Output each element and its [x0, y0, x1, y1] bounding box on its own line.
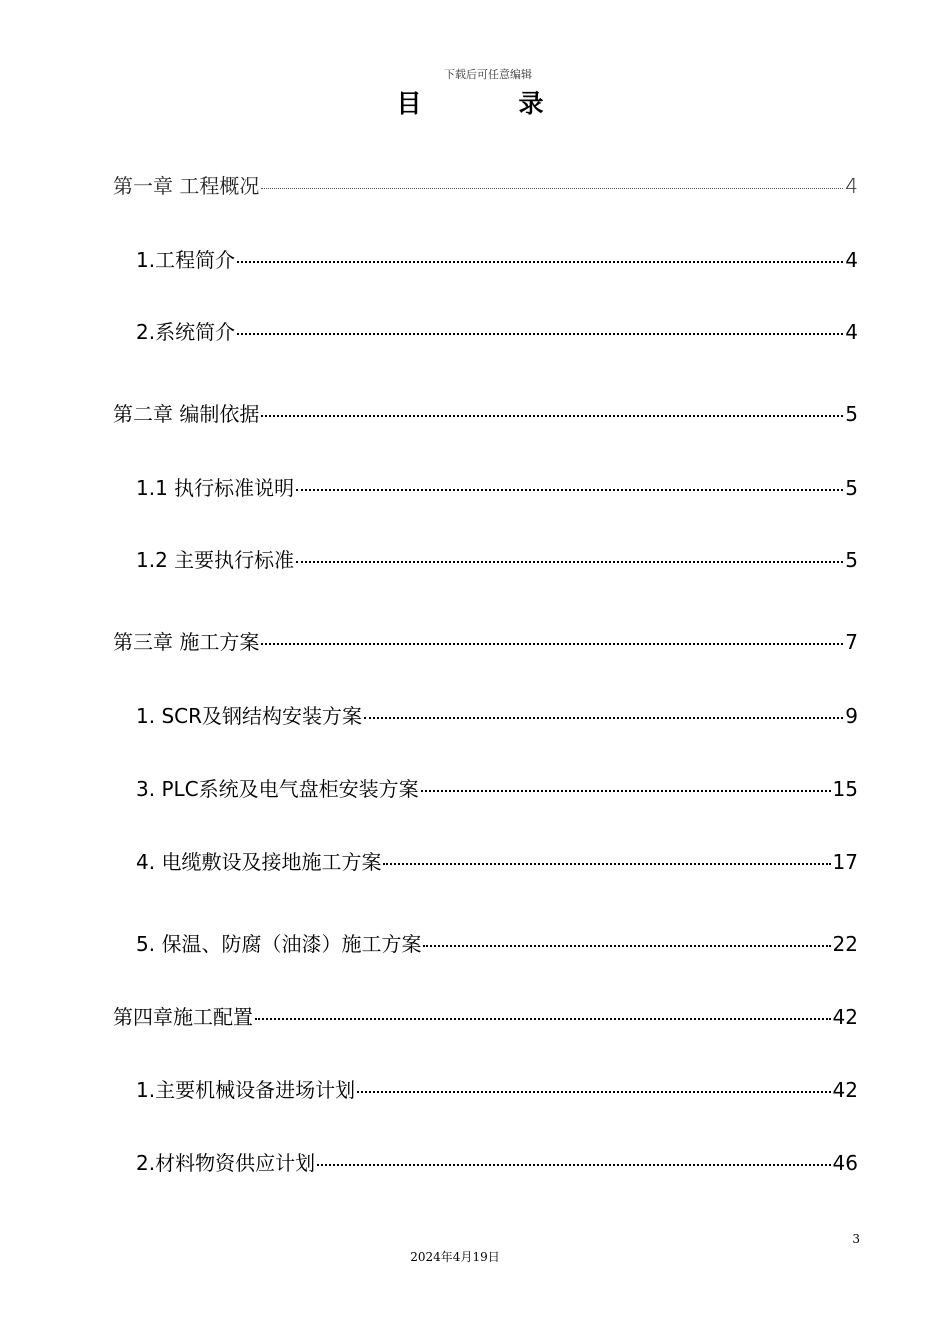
toc-entry-label: 第一章 工程概况: [113, 174, 260, 198]
toc-entry-chapter-3[interactable]: [113, 628, 858, 656]
page-number: 3: [852, 1232, 860, 1246]
toc-leader-dots: [261, 641, 843, 645]
toc-entry-page: 4: [845, 320, 858, 344]
toc-entry-3-4[interactable]: [136, 848, 858, 876]
toc-entry-page: 22: [832, 932, 858, 956]
toc-entry-page: 46: [832, 1151, 858, 1175]
toc-entry-page: 9: [845, 704, 858, 728]
toc-entry-page: 5: [845, 548, 858, 572]
toc-title: 目 录: [396, 89, 580, 118]
toc-entry-page: 5: [845, 476, 858, 500]
toc-entry-label: 4. 电缆敷设及接地施工方案: [136, 850, 382, 874]
toc-entry-chapter-1[interactable]: [113, 172, 858, 200]
toc-leader-dots: [421, 788, 831, 792]
toc-entry-3-1[interactable]: [136, 702, 858, 730]
toc-entry-1-1[interactable]: [136, 246, 858, 274]
toc-leader-dots: [261, 186, 843, 189]
toc-leader-dots: [357, 1089, 830, 1093]
toc-leader-dots: [364, 715, 843, 719]
toc-entry-label: 1.主要机械设备进场计划: [136, 1078, 356, 1102]
toc-entry-label: 5. 保温、防腐（油漆）施工方案: [136, 932, 422, 956]
toc-entry-label: 2.材料物资供应计划: [136, 1151, 316, 1175]
toc-entry-page: 17: [832, 850, 858, 874]
toc-entry-3-3[interactable]: [136, 775, 858, 803]
toc-entry-page: 7: [845, 630, 858, 654]
toc-entry-page: 4: [845, 174, 858, 198]
toc-entry-label: 第三章 施工方案: [113, 630, 260, 654]
toc-entry-chapter-4[interactable]: [113, 1003, 858, 1031]
toc-entry-1-2[interactable]: [136, 318, 858, 346]
toc-leader-dots: [296, 487, 843, 491]
toc-entry-label: 第四章施工配置: [113, 1005, 253, 1029]
toc-entry-page: 15: [832, 777, 858, 801]
toc-entry-label: 1. SCR及钢结构安装方案: [136, 704, 362, 728]
toc-entry-label: 第二章 编制依据: [113, 402, 260, 426]
toc-leader-dots: [237, 331, 843, 335]
toc-entry-label: 1.2 主要执行标准: [136, 548, 295, 572]
toc-entry-page: 4: [845, 248, 858, 272]
toc-entry-label: 2.系统简介: [136, 320, 236, 344]
toc-entry-label: 1.工程简介: [136, 248, 236, 272]
toc-entry-4-2[interactable]: [136, 1149, 858, 1177]
toc-entry-chapter-2[interactable]: [113, 400, 858, 428]
toc-leader-dots: [383, 861, 830, 865]
toc-entry-3-5[interactable]: [136, 930, 858, 958]
toc-entry-label: 3. PLC系统及电气盘柜安装方案: [136, 777, 419, 801]
footer-date: 2024年4月19日: [410, 1250, 500, 1264]
toc-entry-2-2[interactable]: [136, 546, 858, 574]
toc-entry-page: 42: [832, 1078, 858, 1102]
toc-entry-label: 1.1 执行标准说明: [136, 476, 295, 500]
toc-entry-2-1[interactable]: [136, 474, 858, 502]
toc-leader-dots: [255, 1016, 831, 1020]
toc-leader-dots: [261, 413, 843, 417]
toc-entry-4-1[interactable]: [136, 1076, 858, 1104]
toc-entry-page: 5: [845, 402, 858, 426]
toc-leader-dots: [423, 943, 830, 947]
toc-leader-dots: [296, 559, 843, 563]
header-note: 下载后可任意编辑: [444, 68, 532, 81]
toc-leader-dots: [237, 259, 843, 263]
toc-entry-page: 42: [832, 1005, 858, 1029]
toc-leader-dots: [317, 1162, 830, 1166]
